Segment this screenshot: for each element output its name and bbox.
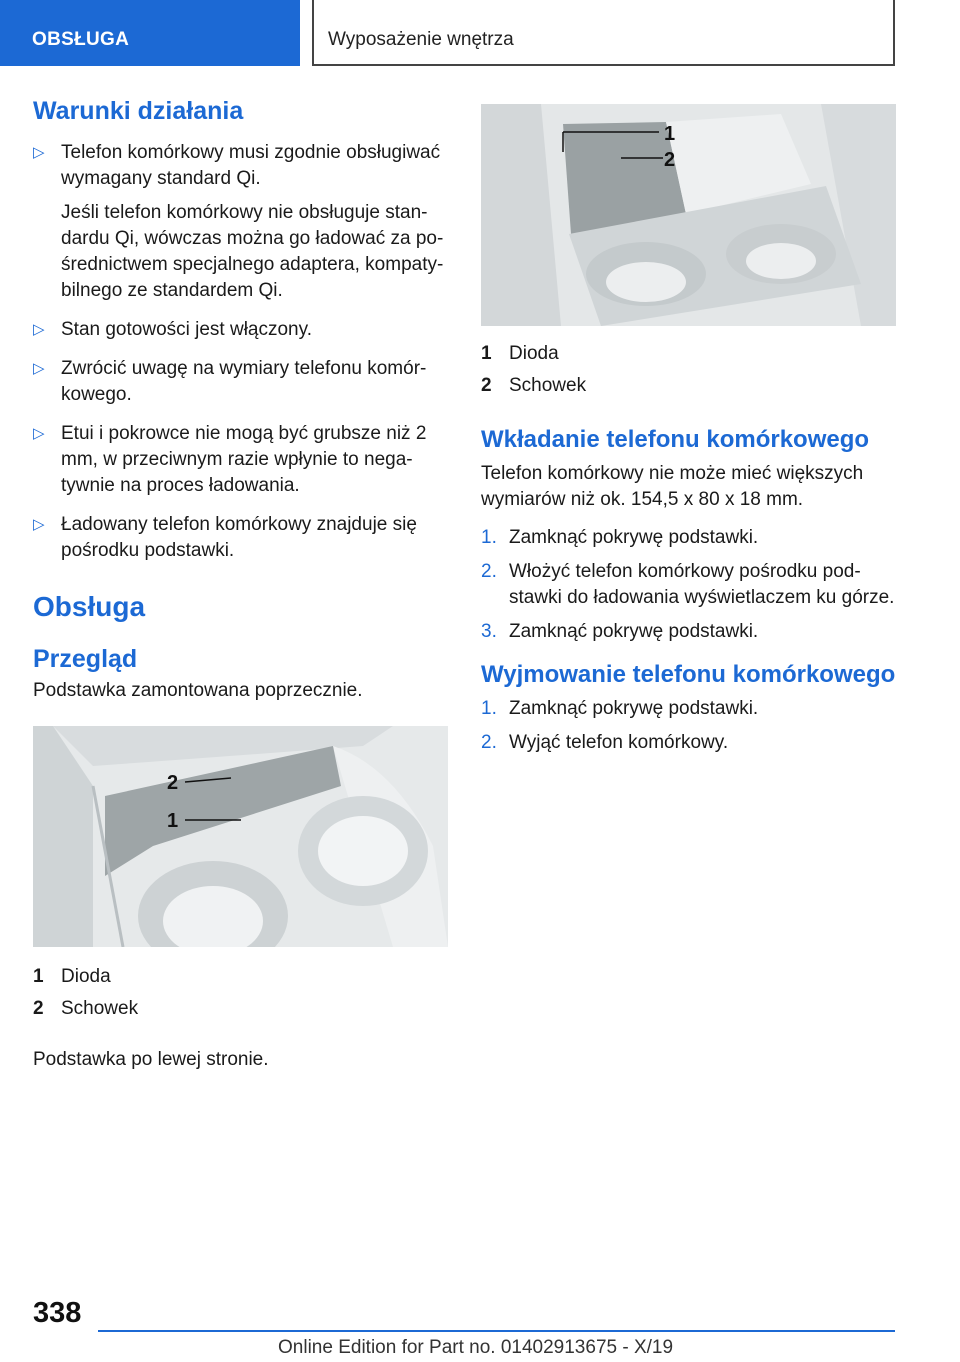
legend-list	[481, 338, 897, 402]
charging-tray-left-photo	[481, 104, 896, 326]
list-item	[33, 317, 449, 343]
overview-text: Podstawka zamontowana poprzecznie.	[33, 679, 363, 701]
footer-divider	[98, 1330, 895, 1332]
legend-item: 2 Schowek	[481, 375, 587, 396]
legend-item: 2 Schowek	[33, 997, 139, 1019]
header-section-tab: OBSŁUGA	[0, 0, 300, 66]
step-item: 1. Zamknąć pokrywę podstawki.	[481, 526, 759, 548]
right-column	[481, 104, 897, 764]
header-chapter-title: Wyposażenie wnętrza	[312, 0, 895, 66]
insert-steps	[481, 525, 897, 645]
left-side-text: Podstawka po lewej stronie.	[33, 1048, 269, 1070]
list-item	[33, 356, 449, 408]
step-item: 2. Wyjąć telefon komórkowy.	[481, 731, 729, 753]
callout-label: 2	[167, 771, 179, 794]
page-number: 338	[33, 1297, 82, 1329]
list-item-text: Zwrócić uwagę na wymiary telefonu komór-kowego.	[61, 358, 427, 405]
legend-item: 1 Dioda	[481, 343, 559, 364]
list-item-text: Ładowany telefon komórkowy znajduje się pośrodku podstawki.	[61, 514, 417, 561]
triangle-bullet-icon: ▷	[33, 144, 45, 161]
list-item-text: Stan gotowości jest włączony.	[61, 319, 312, 340]
legend-item: 1 Dioda	[33, 965, 111, 987]
triangle-bullet-icon: ▷	[33, 321, 45, 338]
list-item	[33, 140, 449, 304]
step-item: 3. Zamknąć pokrywę podstawki.	[481, 620, 759, 642]
step-item: 1. Zamknąć pokrywę podstawki.	[481, 697, 759, 719]
list-item	[33, 512, 449, 564]
step-item: 2. Włożyć telefon komórkowy pośrodku pod-stawki do ładowania wyświetlaczem ku górze.	[481, 560, 895, 608]
insert-heading: Wkładanie telefonu komórkowego	[481, 426, 870, 453]
list-item-text: Telefon komórkowy musi zgodnie obsługiwać wymagany standard Qi.	[61, 142, 441, 189]
charging-tray-transverse-photo	[33, 726, 448, 947]
list-item	[33, 421, 449, 499]
overview-heading: Przegląd	[33, 644, 138, 673]
insert-text: Telefon komórkowy nie może mieć większych wymiarów niż ok. 154,5 x 80 x 18 mm.	[481, 462, 864, 510]
triangle-bullet-icon: ▷	[33, 516, 45, 533]
triangle-bullet-icon: ▷	[33, 425, 45, 442]
callout-label: 2	[664, 149, 676, 171]
remove-heading: Wyjmowanie telefonu komórkowego	[481, 660, 896, 688]
conditions-heading: Warunki działania	[33, 97, 244, 125]
conditions-list	[33, 140, 449, 564]
list-item-text: Etui i pokrowce nie mogą być grubsze niż 2 mm, w przeciwnym razie wpłynie to nega-tywnie na proces ładowania.	[61, 423, 427, 496]
callout-label: 1	[664, 123, 676, 145]
callout-label: 1	[167, 809, 179, 832]
footer-edition: Online Edition for Part no. 01402913675 - X/19	[278, 1337, 674, 1358]
legend-list	[33, 961, 449, 1025]
remove-steps	[481, 696, 897, 756]
triangle-bullet-icon: ▷	[33, 360, 45, 377]
list-item-subtext: Jeśli telefon komórkowy nie obsługuje stan-dardu Qi, wówczas można go ładować za po-średnictwem specjalnego adaptera, kompaty-bilnego ze standardem Qi.	[61, 202, 444, 301]
operation-heading: Obsługa	[33, 591, 146, 622]
left-column	[33, 96, 449, 1073]
